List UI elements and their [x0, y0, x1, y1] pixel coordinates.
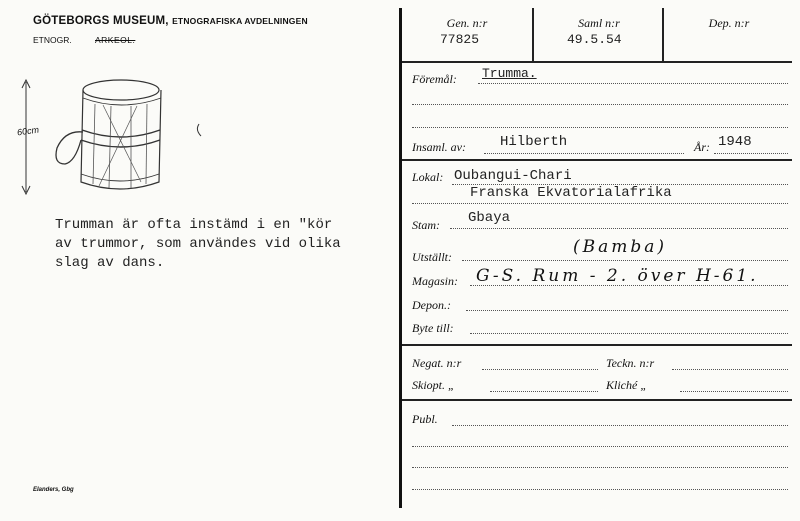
description-note: [55, 216, 405, 273]
publ-label: Publ.: [412, 412, 438, 426]
lokal-label: Lokal:: [412, 170, 444, 184]
skiopt-line: [490, 391, 598, 392]
foremal-label: Föremål:: [412, 72, 457, 86]
publ-line-3: [412, 467, 788, 468]
kliche-label: Kliché „: [606, 378, 647, 392]
insaml-line: [484, 153, 684, 154]
saml-label: Saml n:r: [578, 16, 620, 30]
header-rule: [402, 61, 792, 63]
lokal-value-2: Franska Ekvatorialafrika: [470, 185, 672, 201]
museum-header: [33, 15, 308, 27]
negat-label: Negat. n:r: [412, 356, 462, 370]
card-divider: [399, 8, 402, 508]
lokal-line-2: [412, 203, 788, 204]
utstallt-label: Utställt:: [412, 250, 453, 264]
byte-line: [470, 333, 788, 334]
stam-value: Gbaya: [468, 210, 511, 226]
publ-line: [452, 425, 788, 426]
ar-label: År:: [694, 140, 710, 154]
magasin-value: G-S. Rum - 2. över H-61.: [476, 266, 759, 286]
magasin-line: [470, 285, 788, 286]
section-rule: [402, 399, 792, 401]
dep-label: Dep. n:r: [708, 16, 750, 30]
magasin-label: Magasin:: [412, 274, 458, 288]
note-line: slag av dans.: [55, 255, 165, 271]
height-note: 60cm: [16, 124, 40, 138]
foremal-line-2: [412, 104, 788, 105]
foremal-line: [478, 83, 788, 84]
stam-label: Stam:: [412, 218, 440, 232]
kliche-line: [680, 391, 788, 392]
depon-label: Depon.:: [412, 298, 451, 312]
skiopt-label: Skiopt. „: [412, 378, 455, 392]
saml-value: 49.5.54: [567, 32, 622, 47]
gen-label: Gen. n:r: [446, 16, 488, 30]
utstallt-line: [462, 260, 788, 261]
foremal-value: Trumma.: [482, 66, 537, 81]
drum-sketch: [15, 70, 215, 200]
department-name: ETNOGRAFISKA AVDELNINGEN: [172, 16, 308, 26]
negat-line: [482, 369, 598, 370]
stam-line: [450, 228, 788, 229]
ar-line: [714, 153, 788, 154]
note-line: av trummor, som användes vid olika: [55, 236, 341, 252]
section-rule: [402, 344, 792, 346]
ar-value: 1948: [718, 134, 752, 150]
printer-mark: Elanders, Gbg: [33, 487, 74, 493]
foremal-line-3: [412, 127, 788, 128]
utstallt-value: (Bamba): [573, 237, 668, 257]
publ-line-2: [412, 446, 788, 447]
teckn-line: [672, 369, 788, 370]
arkeol-struck-label: ARKEOL.: [95, 35, 136, 45]
depon-line: [466, 310, 788, 311]
publ-line-4: [412, 489, 788, 490]
etnogr-label: ETNOGR.: [33, 35, 72, 45]
museum-name: GÖTEBORGS MUSEUM,: [33, 15, 169, 27]
teckn-label: Teckn. n:r: [606, 356, 655, 370]
byte-label: Byte till:: [412, 321, 454, 335]
insaml-value: Hilberth: [500, 134, 568, 150]
section-rule: [402, 159, 792, 161]
insaml-label: Insaml. av:: [412, 140, 466, 154]
note-line: Trumman är ofta instämd i en "kör: [55, 217, 333, 233]
gen-value: 77825: [440, 32, 480, 47]
lokal-line: [452, 184, 788, 185]
lokal-value-1: Oubangui-Chari: [454, 168, 572, 184]
